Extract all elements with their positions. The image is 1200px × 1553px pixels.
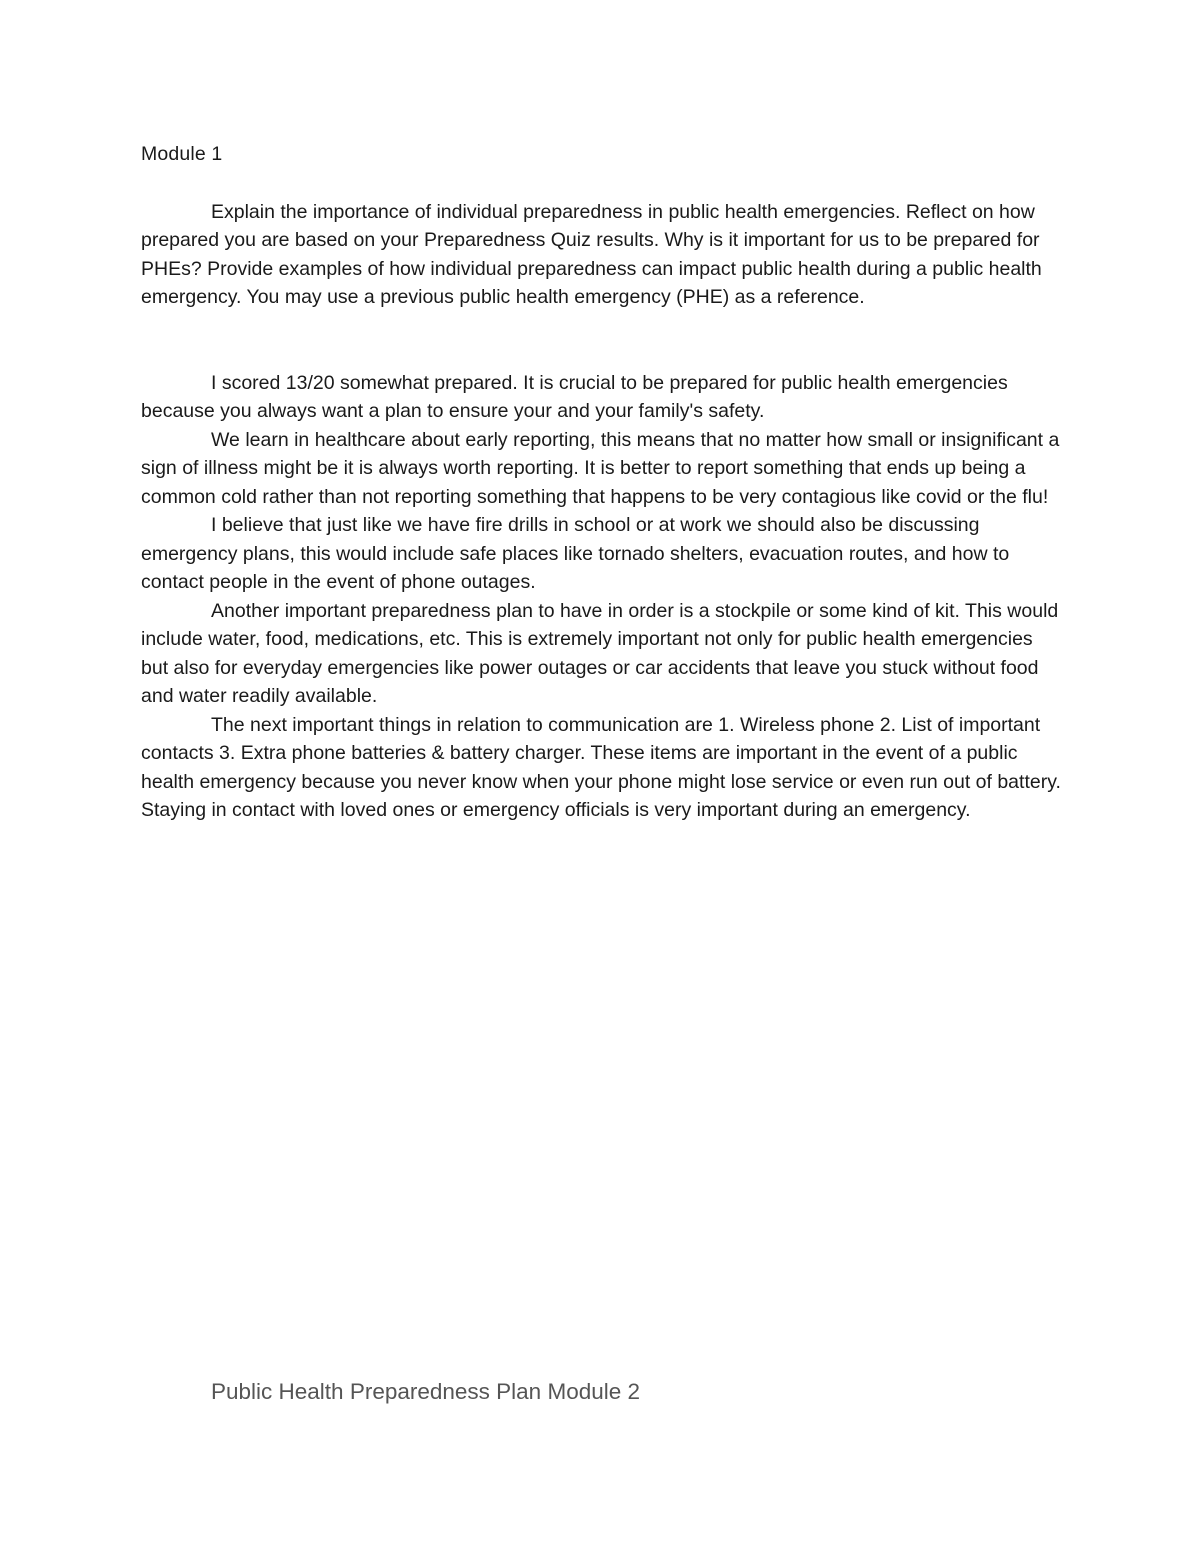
answer-paragraph-communication: The next important things in relation to communication are 1. Wireless phone 2. List of important contacts 3. Extra phone batteries & battery charger. These items are important in the event of a public health emergency because you never know when your phone might lose service or even run out of battery. Staying in contact with loved ones or emergency officials is very important during an emergency. (141, 713, 1061, 821)
answer-paragraph-emergency-plans: I believe that just like we have fire drills in school or at work we should also be discussing emergency plans, this would include safe places like tornado shelters, evacuation routes, and how to contact people in the event of phone outages. (141, 514, 1010, 593)
module-title: Module 1 (141, 143, 223, 165)
answer-paragraph-early-reporting: We learn in healthcare about early reporting, this means that no matter how small or insignificant a sign of illness might be it is always worth reporting. It is better to report something that ends up being a common cold rather than not reporting something that happens to be very contagious like covid or the flu! (141, 428, 1060, 508)
assignment-prompt: Explain the importance of individual preparedness in public health emergencies. Reflect on how prepared you are based on your Preparedness Quiz results. Why is it important for us to be prepared for PHEs? Provide examples of how individual preparedness can impact public health during a public health emergency. You may use a previous public health emergency (PHE) as a reference. (141, 200, 1042, 308)
answer-paragraph-quiz-score: I scored 13/20 somewhat prepared. It is crucial to be prepared for public health emergencies because you always want a plan to ensure your and your family's safety. (141, 371, 1008, 422)
answer-paragraph-stockpile-kit: Another important preparedness plan to have in order is a stockpile or some kind of kit. This would include water, food, medications, etc. This is extremely important not only for public health emergencies but also for everyday emergencies like power outages or car accidents that leave you stuck without food and water readily available. (141, 599, 1059, 707)
next-section-title: Public Health Preparedness Plan Module 2 (211, 1379, 641, 1404)
answer-section (141, 369, 1061, 825)
document-page (141, 140, 1061, 825)
